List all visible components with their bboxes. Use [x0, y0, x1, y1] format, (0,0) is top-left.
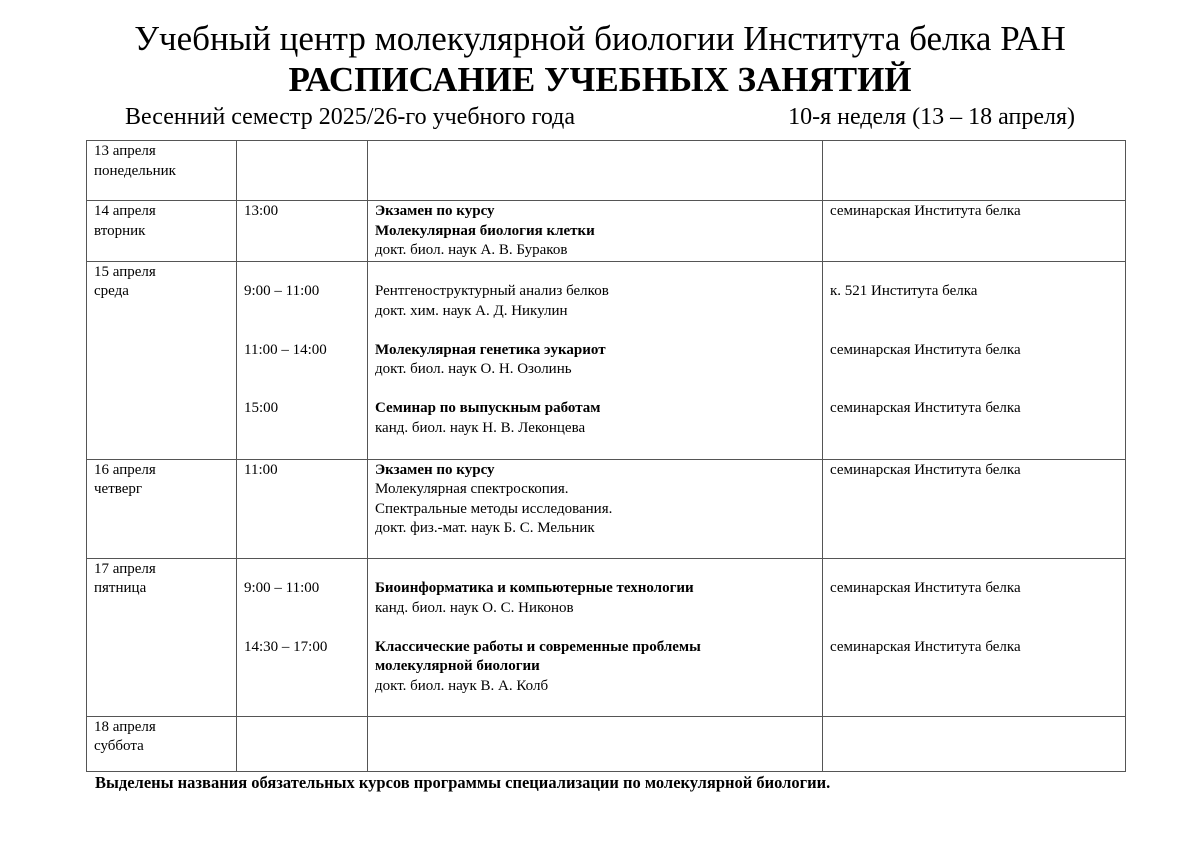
day-weekday: вторник	[94, 222, 146, 239]
teacher: канд. биол. наук О. С. Никонов	[375, 599, 574, 616]
teacher: канд. биол. наук Н. В. Леконцева	[375, 419, 586, 436]
day-cell	[87, 261, 237, 459]
event-place: семинарская Института белка	[830, 203, 1021, 219]
event-time: 13:00	[244, 203, 279, 219]
schedule-table	[86, 140, 1126, 772]
course-title: Классические работы и современные проблемы	[375, 638, 701, 655]
course-subtitle: Спектральные методы исследования.	[375, 500, 613, 517]
place-cell	[823, 459, 1126, 558]
event-place: семинарская Института белка	[830, 400, 1021, 416]
table-row	[87, 716, 1126, 771]
event-place: семинарская Института белка	[830, 638, 1021, 655]
course-cell	[368, 261, 823, 459]
table-row	[87, 459, 1126, 558]
course-cell	[368, 558, 823, 716]
teacher: докт. хим. наук А. Д. Никулин	[375, 302, 568, 319]
event-place: к. 521 Института белка	[830, 283, 978, 299]
event-time: 9:00 – 11:00	[244, 283, 320, 299]
event-place: семинарская Института белка	[830, 580, 1021, 596]
semester-label: Весенний семестр 2025/26-го учебного года	[125, 104, 576, 130]
event-place: семинарская Института белка	[830, 461, 1021, 478]
course-title: Рентгеноструктурный анализ белков	[375, 283, 609, 299]
institution-title: Учебный центр молекулярной биологии Института белка РАН	[134, 19, 1066, 58]
course-title: Экзамен по курсу	[375, 461, 495, 478]
table-row	[87, 141, 1126, 201]
course-title: Биоинформатика и компьютерные технологии	[375, 580, 694, 596]
course-cell	[368, 141, 823, 201]
day-cell	[87, 716, 237, 771]
footnote: Выделены названия обязательных курсов программы специализации по молекулярной биологии.	[95, 773, 831, 792]
day-weekday: пятница	[94, 580, 147, 596]
table-row	[87, 261, 1126, 459]
day-cell	[87, 141, 237, 201]
day-weekday: суббота	[94, 738, 144, 754]
course-title: Экзамен по курсу	[375, 203, 495, 219]
place-cell	[823, 201, 1126, 262]
time-cell	[237, 201, 368, 262]
week-label: 10-я неделя (13 – 18 апреля)	[788, 104, 1075, 130]
table-row	[87, 201, 1126, 262]
day-weekday: понедельник	[94, 162, 176, 179]
time-cell	[237, 459, 368, 558]
place-cell	[823, 558, 1126, 716]
course-cell	[368, 201, 823, 262]
teacher: докт. физ.-мат. наук Б. С. Мельник	[375, 520, 595, 536]
course-subtitle: Молекулярная спектроскопия.	[375, 481, 569, 497]
day-date: 18 апреля	[94, 718, 156, 735]
event-time: 11:00	[244, 461, 278, 478]
day-date: 17 апреля	[94, 560, 156, 577]
course-title: молекулярной биологии	[375, 658, 540, 674]
teacher: докт. биол. наук А. В. Бураков	[375, 242, 568, 258]
course-cell	[368, 716, 823, 771]
time-cell	[237, 558, 368, 716]
day-cell	[87, 459, 237, 558]
event-place: семинарская Института белка	[830, 341, 1021, 358]
course-cell	[368, 459, 823, 558]
day-weekday: среда	[94, 283, 129, 299]
day-weekday: четверг	[94, 481, 143, 497]
course-title: Молекулярная биология клетки	[375, 222, 595, 239]
teacher: докт. биол. наук В. А. Колб	[375, 677, 549, 694]
event-time: 9:00 – 11:00	[244, 580, 320, 596]
day-date: 16 апреля	[94, 461, 156, 478]
day-date: 14 апреля	[94, 203, 156, 219]
course-title: Молекулярная генетика эукариот	[375, 341, 606, 358]
time-cell	[237, 261, 368, 459]
table-row	[87, 558, 1126, 716]
time-cell	[237, 141, 368, 201]
schedule-title: РАСПИСАНИЕ УЧЕБНЫХ ЗАНЯТИЙ	[288, 60, 912, 99]
teacher: докт. биол. наук О. Н. Озолинь	[375, 361, 572, 377]
event-time: 11:00 – 14:00	[244, 341, 327, 358]
day-date: 13 апреля	[94, 143, 156, 159]
day-cell	[87, 201, 237, 262]
course-title: Семинар по выпускным работам	[375, 400, 601, 416]
time-cell	[237, 716, 368, 771]
event-time: 14:30 – 17:00	[244, 638, 328, 655]
place-cell	[823, 141, 1126, 201]
day-date: 15 апреля	[94, 263, 156, 280]
place-cell	[823, 716, 1126, 771]
day-cell	[87, 558, 237, 716]
event-time: 15:00	[244, 400, 279, 416]
place-cell	[823, 261, 1126, 459]
